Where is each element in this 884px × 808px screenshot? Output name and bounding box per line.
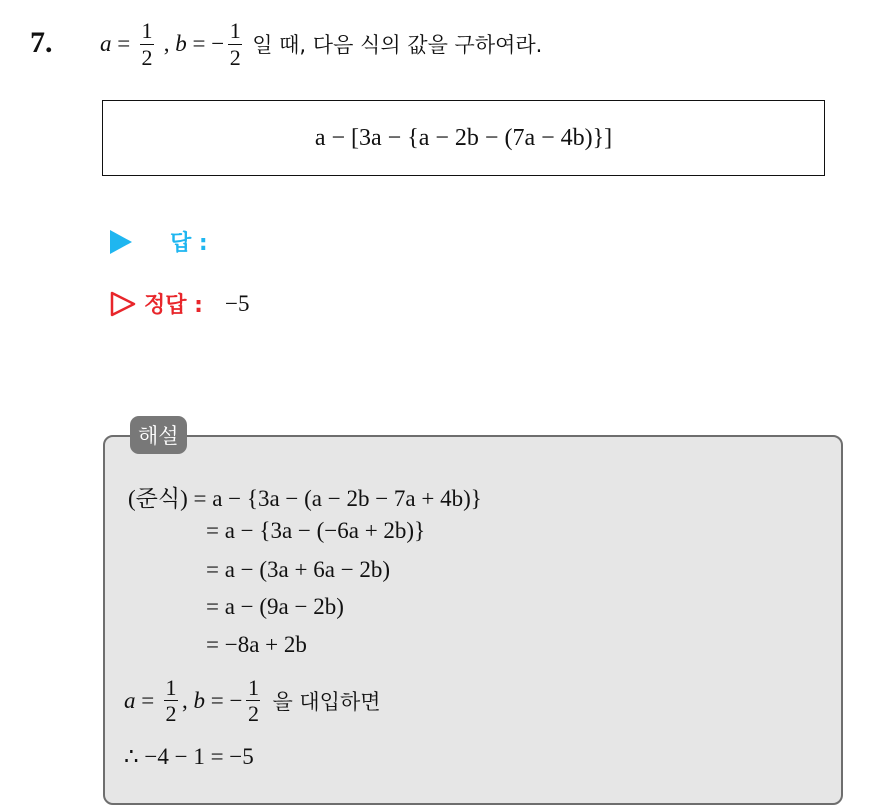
answer-label: 답 : (170, 231, 208, 256)
solution-line-4: = a − (9a − 2b) (206, 594, 344, 619)
correct-answer-label: 정답 : (144, 293, 203, 318)
solution-line-1: (준식) = a − {3a − (a − 2b − 7a + 4b)} (128, 486, 482, 511)
var-a: a (100, 31, 112, 56)
substitution-line: a = $\frac{1}{2}$ , b = − $\frac{1}{2}$ 을 대입하면 (124, 675, 381, 727)
frac-numerator: 1 (229, 18, 241, 44)
fraction-a (164, 676, 178, 725)
conclusion-line: ∴ −4 − 1 = −5 (124, 744, 254, 769)
solution-tag: 해설 (130, 416, 187, 454)
problem-statement (100, 14, 542, 74)
frac-denominator: 2 (141, 44, 153, 70)
outline-triangle-icon (110, 291, 136, 317)
frac-denominator: 2 (229, 44, 241, 70)
frac-numerator: 1 (247, 675, 259, 700)
solution-line-5: = −8a + 2b (206, 632, 307, 657)
instruction-text: 일 때, 다음 식의 값을 구하여라. (252, 33, 543, 57)
substitute-text: 을 대입하면 (272, 689, 381, 714)
solution-line-2: = a − {3a − (−6a + 2b)} (206, 518, 426, 543)
eq-sign-neg: = − (186, 31, 225, 56)
correct-answer-row (110, 288, 249, 319)
expression: a − [3a − {a − 2b − (7a − 4b)}] (314, 124, 613, 151)
correct-answer-value: −5 (224, 290, 250, 316)
fraction-b (246, 676, 260, 725)
fraction-a (140, 19, 154, 68)
var-b: b (175, 31, 187, 56)
solution-line-3: = a − (3a + 6a − 2b) (206, 557, 391, 582)
comma: , (157, 31, 176, 56)
expression-box (102, 100, 825, 176)
eq-sign: = (111, 31, 136, 56)
fraction-b (228, 19, 242, 68)
frac-numerator: 1 (165, 675, 177, 700)
answer-row (110, 226, 208, 257)
frac-numerator: 1 (141, 18, 153, 44)
frac-denominator: 2 (247, 701, 259, 727)
play-triangle-icon (110, 230, 132, 254)
frac-denominator: 2 (165, 701, 177, 727)
problem-number: 7. (30, 26, 53, 59)
